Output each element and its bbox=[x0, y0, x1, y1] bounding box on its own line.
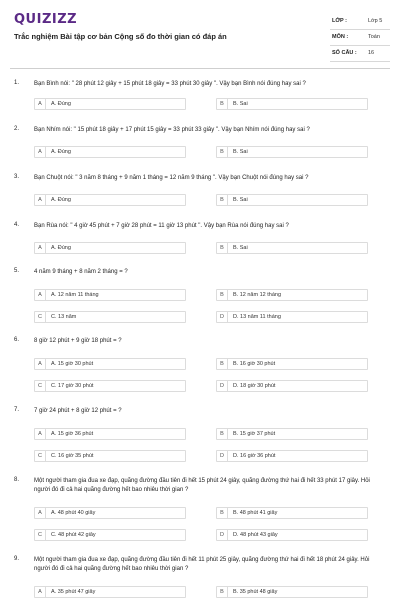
answer-option[interactable] bbox=[216, 529, 368, 541]
answer-option[interactable] bbox=[34, 507, 186, 519]
answer-option[interactable] bbox=[34, 98, 186, 110]
question-number: 8. bbox=[14, 477, 20, 483]
option-text: D. 13 năm 11 tháng bbox=[233, 314, 281, 320]
answer-option[interactable] bbox=[34, 380, 186, 392]
option-text: B. 15 giờ 37 phút bbox=[233, 431, 276, 437]
option-letter: D bbox=[217, 381, 228, 391]
question-number: 6. bbox=[14, 337, 20, 343]
option-text: D. 48 phút 43 giây bbox=[233, 532, 278, 538]
answer-option[interactable] bbox=[34, 428, 186, 440]
question-text: Bạn Nhím nói: " 15 phút 18 giây + 17 phút 15 giây = 33 phút 33 giây ". Vậy bạn Nhím nói đúng hay sai ? bbox=[34, 127, 310, 133]
option-letter: C bbox=[35, 451, 46, 461]
answer-option[interactable] bbox=[34, 358, 186, 370]
question-number: 4. bbox=[14, 222, 20, 228]
option-letter: B bbox=[217, 508, 228, 518]
answer-option[interactable] bbox=[34, 146, 186, 158]
worksheet-title: Trắc nghiệm Bài tập cơ bản Cộng số đo thời gian có đáp án bbox=[14, 32, 227, 41]
meta-question-count bbox=[330, 46, 390, 62]
answer-option[interactable] bbox=[34, 289, 186, 301]
option-text: C. 13 năm bbox=[51, 314, 77, 320]
meta-value: 16 bbox=[368, 50, 375, 56]
option-text: D. 16 giờ 36 phút bbox=[233, 453, 276, 459]
question-number: 3. bbox=[14, 174, 20, 180]
option-letter: A bbox=[35, 195, 46, 205]
question-text: 7 giờ 24 phút + 8 giờ 12 phút = ? bbox=[34, 408, 122, 414]
option-letter: D bbox=[217, 530, 228, 540]
option-letter: A bbox=[35, 290, 46, 300]
question-number: 9. bbox=[14, 556, 20, 562]
option-text: C. 48 phút 42 giây bbox=[51, 532, 96, 538]
option-text: C. 16 giờ 35 phút bbox=[51, 453, 94, 459]
answer-option[interactable] bbox=[216, 450, 368, 462]
option-letter: B bbox=[217, 290, 228, 300]
meta-class bbox=[330, 14, 390, 30]
meta-value: Toán bbox=[368, 34, 380, 40]
answer-option[interactable] bbox=[216, 507, 368, 519]
option-letter: A bbox=[35, 359, 46, 369]
option-text: B. 12 năm 12 tháng bbox=[233, 292, 282, 298]
option-text: A. Đúng bbox=[51, 245, 71, 251]
option-letter: B bbox=[217, 243, 228, 253]
worksheet-meta bbox=[330, 14, 390, 62]
option-letter: B bbox=[217, 429, 228, 439]
option-text: B. 48 phút 41 giây bbox=[233, 510, 278, 516]
answer-option[interactable] bbox=[216, 242, 368, 254]
answer-option[interactable] bbox=[34, 529, 186, 541]
answer-option[interactable] bbox=[216, 311, 368, 323]
option-text: A. 35 phút 47 giây bbox=[51, 589, 96, 595]
answer-option[interactable] bbox=[216, 358, 368, 370]
question-text: Một người tham gia đua xe đạp, quãng đường đầu tiên đi hết 11 phút 25 giây, quãng đường thứ hai đi hết 18 phút 24 giây. Hỏi người đó đi cả hai quãng đường hết bao nhiêu thời gian ? bbox=[34, 557, 370, 572]
option-letter: C bbox=[35, 381, 46, 391]
option-text: C. 17 giờ 30 phút bbox=[51, 383, 94, 389]
answer-option[interactable] bbox=[216, 98, 368, 110]
option-letter: A bbox=[35, 587, 46, 597]
option-text: B. Sai bbox=[233, 101, 248, 107]
question-text: 4 năm 9 tháng + 8 năm 2 tháng = ? bbox=[34, 269, 128, 275]
answer-option[interactable] bbox=[34, 586, 186, 598]
answer-option[interactable] bbox=[216, 194, 368, 206]
answer-option[interactable] bbox=[216, 289, 368, 301]
answer-option[interactable] bbox=[34, 242, 186, 254]
option-letter: B bbox=[217, 147, 228, 157]
option-text: A. Đúng bbox=[51, 197, 71, 203]
option-letter: A bbox=[35, 429, 46, 439]
question-text: 8 giờ 12 phút + 9 giờ 18 phút = ? bbox=[34, 338, 122, 344]
question-number: 5. bbox=[14, 268, 20, 274]
option-letter: B bbox=[217, 99, 228, 109]
option-text: A. 12 năm 11 tháng bbox=[51, 292, 99, 298]
option-letter: A bbox=[35, 99, 46, 109]
option-text: D. 18 giờ 30 phút bbox=[233, 383, 276, 389]
option-text: A. 15 giờ 30 phút bbox=[51, 361, 94, 367]
answer-option[interactable] bbox=[216, 380, 368, 392]
option-text: B. Sai bbox=[233, 149, 248, 155]
option-text: A. Đúng bbox=[51, 101, 71, 107]
meta-value: Lớp 5 bbox=[368, 18, 383, 24]
meta-key: MÔN : bbox=[332, 34, 349, 40]
question-number: 2. bbox=[14, 126, 20, 132]
question-text: Bạn Chuột nói: " 3 năm 8 tháng + 9 năm 1 tháng = 12 năm 9 tháng ". Vậy bạn Chuột nói đúng hay sai ? bbox=[34, 175, 309, 181]
meta-subject bbox=[330, 30, 390, 46]
answer-option[interactable] bbox=[34, 450, 186, 462]
answer-option[interactable] bbox=[34, 311, 186, 323]
option-text: A. Đúng bbox=[51, 149, 71, 155]
question-number: 7. bbox=[14, 407, 20, 413]
question-text: Một người tham gia đua xe đạp, quãng đường đầu tiên đi hết 15 phút 24 giây, quãng đường thứ hai đi hết 33 phút 17 giây. Hỏi người đó đi cả hai quãng đường hết bao nhiêu thời gian ? bbox=[34, 478, 370, 493]
option-letter: C bbox=[35, 312, 46, 322]
option-text: A. 48 phút 40 giây bbox=[51, 510, 96, 516]
question-text: Bạn Rùa nói: " 4 giờ 45 phút + 7 giờ 28 phút = 11 giờ 13 phút ". Vậy bạn Rùa nói đúng hay sai ? bbox=[34, 223, 289, 229]
meta-key: SỐ CÂU : bbox=[332, 50, 357, 56]
question-text: Bạn Bình nói: " 28 phút 12 giây + 15 phút 18 giây = 33 phút 30 giây ". Vậy bạn Bình nói đúng hay sai ? bbox=[34, 81, 306, 87]
answer-option[interactable] bbox=[216, 428, 368, 440]
answer-option[interactable] bbox=[216, 146, 368, 158]
option-letter: A bbox=[35, 147, 46, 157]
answer-option[interactable] bbox=[216, 586, 368, 598]
option-text: B. 35 phút 48 giây bbox=[233, 589, 278, 595]
option-letter: B bbox=[217, 359, 228, 369]
option-letter: D bbox=[217, 312, 228, 322]
option-text: B. 16 giờ 30 phút bbox=[233, 361, 276, 367]
option-letter: D bbox=[217, 451, 228, 461]
meta-key: LỚP : bbox=[332, 18, 347, 24]
option-letter: C bbox=[35, 530, 46, 540]
option-letter: B bbox=[217, 587, 228, 597]
header-divider bbox=[10, 68, 390, 69]
option-letter: B bbox=[217, 195, 228, 205]
option-text: A. 15 giờ 36 phút bbox=[51, 431, 94, 437]
option-text: B. Sai bbox=[233, 197, 248, 203]
answer-option[interactable] bbox=[34, 194, 186, 206]
question-number: 1. bbox=[14, 80, 20, 86]
option-letter: A bbox=[35, 508, 46, 518]
option-letter: A bbox=[35, 243, 46, 253]
worksheet-header bbox=[0, 0, 400, 64]
option-text: B. Sai bbox=[233, 245, 248, 251]
quizizz-logo: QUIZIZZ bbox=[14, 12, 78, 27]
